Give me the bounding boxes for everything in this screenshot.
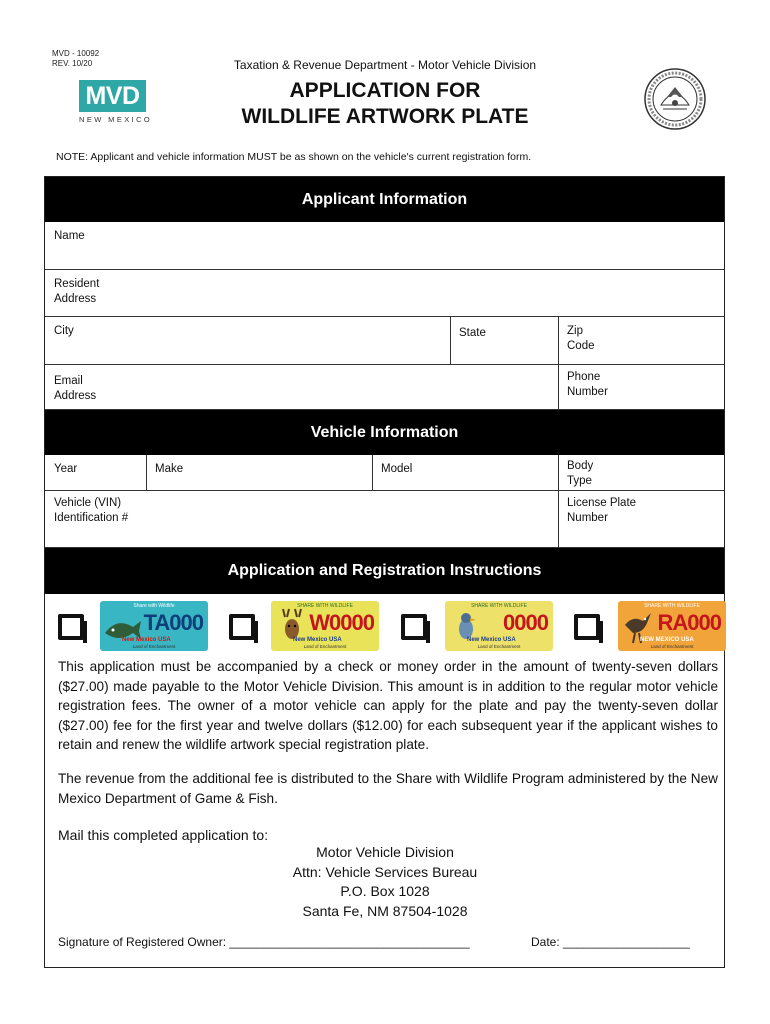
plate-motto: Land of Enchantment [132,644,176,649]
address-label-line-1: Resident [54,278,100,290]
address-line: P.O. Box 1028 [340,883,430,899]
address-line: Santa Fe, NM 87504-1028 [302,902,468,919]
mailing-address [265,843,505,921]
vehicle-section-heading: Vehicle Information [45,410,724,455]
plate-option-3-checkbox[interactable] [401,614,427,640]
plate-header: SHARE WITH WILDLIFE [644,603,700,609]
plate-state: NEW MEXICO USA [640,637,694,643]
resident-address-field[interactable] [45,270,724,317]
model-label: Model [381,463,413,475]
plate-option-4-image [618,601,726,651]
form-revision: REV. 10/20 [52,59,93,68]
state-seal-icon [643,67,707,131]
plate-option-1-image [100,601,208,651]
address-label-line-2: Address [54,293,97,305]
plate-label-line-1: License Plate [567,497,637,509]
body-type-field[interactable] [558,455,724,491]
plate-number: W0000 [309,610,374,635]
plate-motto: Land of Enchantment [477,644,521,649]
zip-label-line-2: Code [567,340,595,352]
divider [146,455,147,491]
divider [372,455,373,491]
plate-options [45,601,724,653]
vin-field[interactable] [45,491,558,548]
state-field[interactable] [450,317,558,365]
form-number: MVD - 10092 [52,49,100,58]
phone-label-line-2: Number [567,386,608,398]
plate-option-1-checkbox[interactable] [58,614,84,640]
email-label-line-1: Email [54,375,83,387]
city-label: City [54,325,74,337]
name-label: Name [54,230,85,242]
mvd-logo [79,80,153,124]
revenue-paragraph: The revenue from the additional fee is distributed to the Share with Wildlife Program administered by the New Mexico Department of Game & Fish. [58,771,718,806]
department-name: Taxation & Revenue Department - Motor Vehicle Division [233,58,537,72]
mvd-logo-subtext: NEW MEXICO [79,115,153,124]
plate-number: RA000 [657,610,721,635]
zip-code-field[interactable] [558,317,724,365]
vin-label-line-2: Identification # [54,512,129,524]
plate-option-2-image [271,601,379,651]
phone-number-field[interactable] [558,365,724,410]
plate-motto: Land of Enchantment [650,644,694,649]
divider [558,317,559,410]
mail-to-label: Mail this completed application to: [58,827,269,843]
license-plate-number-field[interactable] [558,491,724,548]
year-field[interactable] [45,455,146,491]
applicant-section-heading: Applicant Information [45,177,724,222]
make-field[interactable] [146,455,372,491]
fee-instructions-paragraph: This application must be accompanied by a check or money order in the amount of twenty-seven dollars ($27.00) made payable to the Motor Vehicle Division. This amount is in addition to the regular motor vehicle registration fees. The owner of a motor vehicle can apply for the plate and pay the twenty-seven dollar ($27.00) fee for the first year and twelve dollars ($12.00) for each subsequent year if the applicant wishes to retain and renew the wildlife artwork special registration plate. [58,659,718,752]
note-text: NOTE: Applicant and vehicle information MUST be as shown on the vehicle's current registration form. [56,151,532,163]
zip-label-line-1: Zip [567,325,583,337]
state-label: State [459,327,486,339]
divider [450,317,451,365]
plate-option-3-image [445,601,553,651]
plate-motto: Land of Enchantment [303,644,347,649]
date-line[interactable]: Date: ___________________ [531,935,690,949]
instructions-section-heading: Application and Registration Instructions [45,548,724,594]
plate-option-2-checkbox[interactable] [229,614,255,640]
plate-label-line-2: Number [567,512,608,524]
divider [558,455,559,548]
plate-header: SHARE WITH WILDLIFE [297,603,353,609]
plate-number: 0000 [503,610,548,635]
page-title [185,78,585,130]
email-address-field[interactable] [45,365,558,410]
make-label: Make [155,463,184,475]
plate-state: New Mexico USA [122,637,171,643]
model-field[interactable] [372,455,558,491]
plate-option-4-checkbox[interactable] [574,614,600,640]
title-line-2: WILDLIFE ARTWORK PLATE [241,105,529,128]
plate-header: Share with Wildlife [133,603,175,609]
body-label-line-1: Body [567,460,594,472]
plate-header: SHARE WITH WILDLIFE [471,603,527,609]
email-label-line-2: Address [54,390,97,402]
plate-state: New Mexico USA [293,637,342,643]
plate-number: TA000 [143,610,203,635]
form-body [44,176,725,968]
body-label-line-2: Type [567,475,592,487]
form-code [52,49,99,69]
title-line-1: APPLICATION FOR [289,79,481,102]
mvd-logo-mark: MVD [79,80,146,112]
plate-state: New Mexico USA [467,637,516,643]
address-line: Attn: Vehicle Services Bureau [292,863,478,880]
address-line: Motor Vehicle Division [316,844,454,860]
phone-label-line-1: Phone [567,371,601,383]
year-label: Year [54,463,78,475]
name-field[interactable] [45,222,724,270]
city-field[interactable] [45,317,450,365]
signature-line[interactable]: Signature of Registered Owner: ____________________________________ [58,935,470,949]
vin-label-line-1: Vehicle (VIN) [54,497,122,509]
